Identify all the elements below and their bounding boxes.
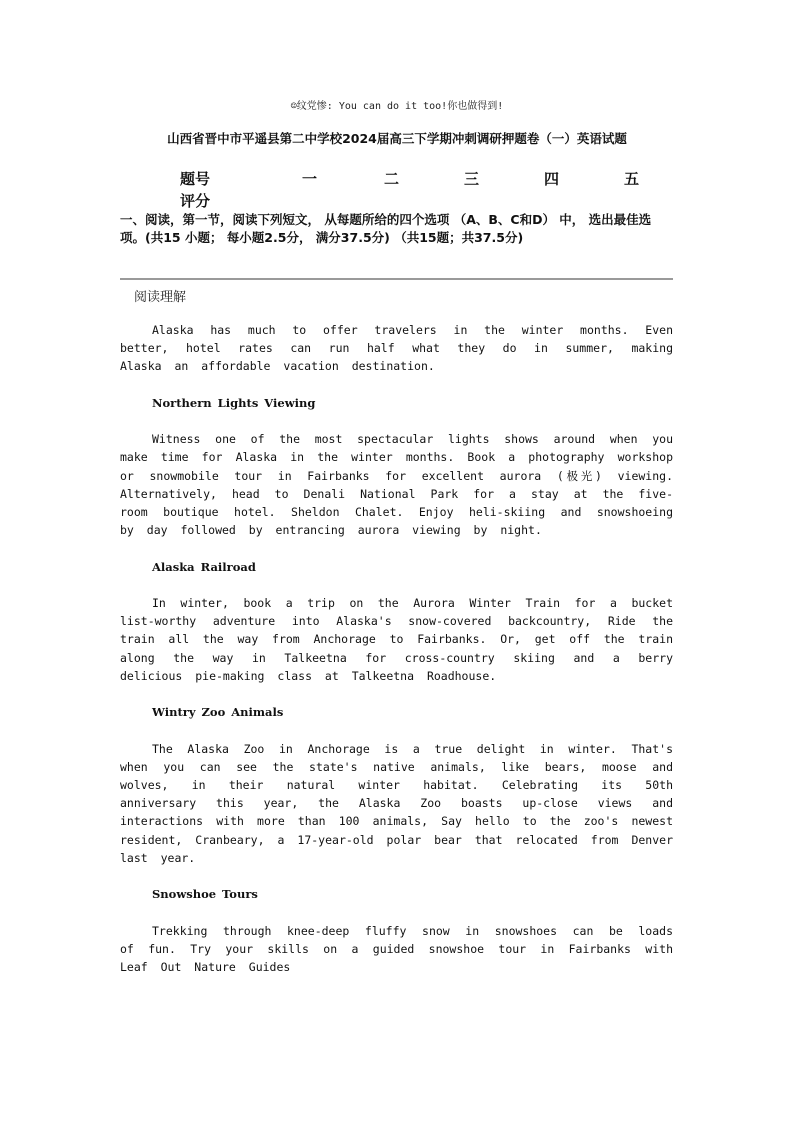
score-col-4: 四 xyxy=(544,170,560,188)
section-heading: 一、阅读，第一节，阅读下列短文， 从每题所给的四个选项 （A、B、C和D） 中， 选出最佳选项。(共15 小题； 每小题2.5分， 满分37.5分) （共15题；共37.5分) xyxy=(120,212,652,245)
score-col-2: 二 xyxy=(384,170,400,188)
passage-paragraph: The Alaska Zoo in Anchorage is a true delight in winter. That's when you can see the state's native animals, like bears, moose and wolves, in their natural winter habitat. Celebrating its 50th anniversary this year, the Alaska Zoo boasts up-close views and interactions with more than 100 animals, Say hello to the zoo's newest resident, Cranbeary, a 17-year-old polar bear that relocated from Denver last year. xyxy=(120,741,673,865)
score-col-1: 一 xyxy=(302,170,318,188)
passage-body xyxy=(120,321,673,994)
passage-paragraph: In winter, book a trip on the Aurora Winter Train for a bucket list-worthy adventure into Alaska's snow-covered backcountry, Ride the train all the way from Anchorage to Fairbanks. Or, get off the train along the way in Talkeetna for cross-country skiing and a berry delicious pie-making class at Talkeetna Roadhouse. xyxy=(120,595,673,683)
passage-heading: Snowshoe Tours xyxy=(152,887,258,902)
score-table-row xyxy=(180,168,660,190)
passage-paragraph: Witness one of the most spectacular lights shows around when you make time for Alaska in the winter months. Book a photography workshop or snowmobile tour in Fairbanks for excellent aurora (极光) viewing. Alternatively, head to Denali National Park for a stay at the five-room boutique hotel. Sheldon Chalet. Enjoy heli-skiing and snowshoeing by day followed by entrancing aurora viewing by night. xyxy=(120,432,673,538)
passage-heading: Northern Lights Viewing xyxy=(152,395,316,410)
passage-intro: Alaska has much to offer travelers in the winter months. Even better, hotel rates can run half what they do in summer, making Alaska an affordable vacation destination. xyxy=(120,323,673,374)
exam-title: 山西省晋中市平遥县第二中学校2024届高三下学期冲刺调研押题卷（一）英语试题 xyxy=(167,131,627,146)
score-label: 评分 xyxy=(180,192,211,210)
score-col-3: 三 xyxy=(464,170,480,188)
passage-heading: Alaska Railroad xyxy=(152,559,256,574)
motto-line: ☺纹党惨: You can do it too!你也做得到! xyxy=(290,101,504,112)
passage-paragraph: Trekking through knee-deep fluffy snow in snowshoes can be loads of fun. Try your skills on a guided snowshoe tour in Fairbanks with Leaf Out Nature Guides xyxy=(120,923,673,974)
passage-heading: Wintry Zoo Animals xyxy=(152,705,284,720)
divider xyxy=(120,278,673,280)
section-label: 阅读理解 xyxy=(134,290,187,305)
score-col-5: 五 xyxy=(624,170,640,188)
score-row-label: 题号 xyxy=(180,170,211,188)
